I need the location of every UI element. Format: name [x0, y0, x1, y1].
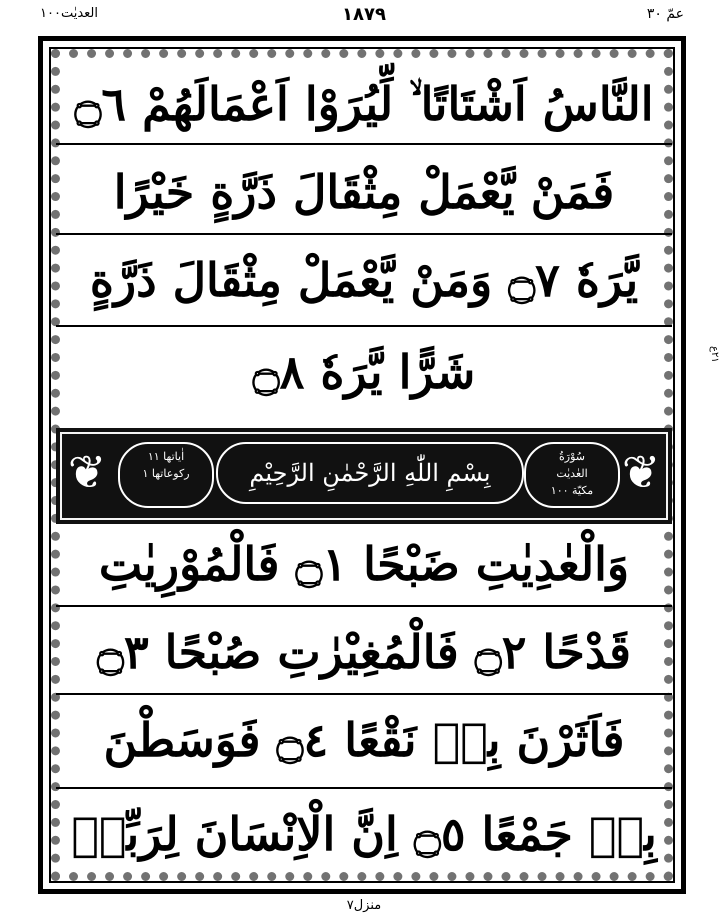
- verse-line: فَاَثَرْنَ بِهٖ نَقْعًا ۝٤ فَوَسَطْنَ: [103, 713, 625, 767]
- verse-area: [56, 55, 672, 881]
- ruku-count: رکوعاتها ١: [142, 467, 190, 480]
- page-number: ١٨٧٩: [342, 4, 386, 25]
- surah-name-cartouche: [524, 442, 620, 508]
- header-right-label: عمّ ٣٠: [646, 6, 684, 22]
- bismillah: بِسْمِ اللّٰهِ الرَّحْمٰنِ الرَّحِيْمِ: [216, 442, 524, 504]
- rule: [56, 143, 672, 145]
- rule: [56, 693, 672, 695]
- footer-manzil: منزل٧: [346, 898, 382, 913]
- ayat-count-cartouche: [118, 442, 214, 508]
- verse-line: شَرًّا يَّرَهٗ ۝٨: [252, 345, 476, 399]
- rule: [56, 325, 672, 327]
- verse-line: وَالْعٰدِيٰتِ ضَبْحًا ۝١ فَالْمُوْرِيٰتِ: [98, 537, 630, 591]
- header-left-label: العديٰت١٠٠: [40, 6, 99, 21]
- rule: [56, 787, 672, 789]
- surah-name: العٰدیٰت: [556, 467, 588, 480]
- floral-ornament-right-icon: ❦: [621, 445, 661, 499]
- rule: [56, 233, 672, 235]
- ayat-count: اٰیاتها ١١: [147, 450, 185, 463]
- surah-revelation: مكيّة ١٠٠: [550, 484, 594, 497]
- verse-line: قَدْحًا ۝٢ فَالْمُغِيْرٰتِ صُبْحًا ۝٣: [96, 625, 632, 679]
- verse-line: النَّاسُ اَشْتَاتًا ۙ لِّيُرَوْا اَعْمَالَهُمْ ۝٦: [74, 77, 654, 131]
- surah-banner: [56, 428, 672, 524]
- floral-ornament-left-icon: ❦: [67, 445, 107, 499]
- side-marker: ٢١ع: [709, 346, 720, 363]
- verse-line: يَّرَهٗ ۝٧ وَمَنْ يَّعْمَلْ مِثْقَالَ ذَرَّةٍ: [89, 253, 639, 307]
- rule: [56, 605, 672, 607]
- surah-label: سُوْرَةُ: [559, 450, 585, 463]
- verse-line: بِهٖ جَمْعًا ۝٥ اِنَّ الْاِنْسَانَ لِرَبِّهٖ: [71, 807, 657, 861]
- verse-line: فَمَنْ يَّعْمَلْ مِثْقَالَ ذَرَّةٍ خَيْرًا: [113, 165, 615, 219]
